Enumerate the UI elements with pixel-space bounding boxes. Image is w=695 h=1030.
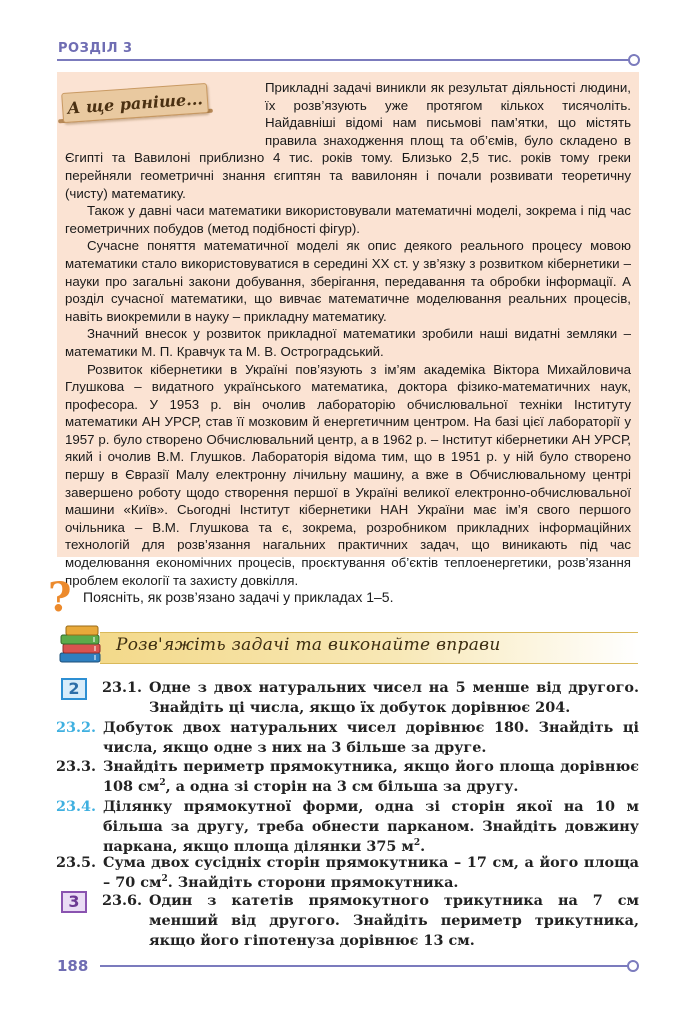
level-2-icon: 2 xyxy=(61,678,87,700)
task-text: Сума двох сусідніх сторін прямокутника – 17 см, а його площа – 70 $см^2$. Знайдіть сторони прямокутника. xyxy=(103,854,639,891)
footer-rule xyxy=(100,965,628,967)
header-rule-dot xyxy=(628,54,640,66)
task-23-2 xyxy=(56,718,639,758)
task-23-4 xyxy=(56,797,639,856)
task-number: 23.3. xyxy=(56,758,97,775)
exercise-title: Розв'яжіть задачі та виконайте вправи xyxy=(116,635,501,655)
task-text: Один з катетів прямокутного трикутника на 7 см менший від другого. Знайдіть периметр трикутника, якщо його гіпотенуза дорівнює 13 см. xyxy=(149,892,639,949)
task-number: 23.1. xyxy=(102,679,143,696)
task-23-1 xyxy=(56,678,639,718)
task-number: 23.2. xyxy=(56,719,97,736)
level-3-icon: 3 xyxy=(61,891,87,913)
task-23-5 xyxy=(56,853,639,893)
task-23-3 xyxy=(56,757,639,797)
task-text: Знайдіть периметр прямокутника, якщо його площа дорівнює 108 $см^2$, а одна зі сторін на 3 см більша за другу. xyxy=(103,758,639,795)
task-number: 23.4. xyxy=(56,798,97,815)
footer-rule-dot xyxy=(627,960,639,972)
task-text: Одне з двох натуральних чисел на 5 менше від другого. Знайдіть ці числа, якщо їх добуток дорівнює 204. xyxy=(149,679,639,716)
history-paragraph: Сучасне поняття математичної моделі як опис деякого реального процесу мовою математики стало використовуватися в середині XX ст. у зв’язку з розвитком кібернетики – науки про загальні закони добування, зберігання, передавання та обробки інформації. А розділ сучасної математики, що вивчає математичне моделювання реальних процесів, навіть виокремили в науку – прикладну математику. xyxy=(65,238,631,324)
history-badge: А ще раніше... xyxy=(61,83,209,123)
task-text: Добуток двох натуральних чисел дорівнює 180. Знайдіть ці числа, якщо одне з них на 3 більше за друге. xyxy=(103,719,639,756)
history-box xyxy=(57,72,639,588)
books-icon xyxy=(57,622,105,666)
task-number: 23.5. xyxy=(56,854,97,871)
page-number: 188 xyxy=(57,957,89,975)
header-rule xyxy=(57,59,629,61)
history-paragraph: Розвиток кібернетики в Україні пов’язують з ім’ям академіка Віктора Михайловича Глушкова – видатного українського математика, доктора фізико-математичних наук, професора. У 1953 р. він очолив лабораторію обчислювальної техніки Інституту математики АН УРСР, став її мозковим й енергетичним центром. На базі цієї лабораторії у 1957 р. було створено Обчислювальний центр, а в 1962 р. – Інститут кібернетики АН УРСР, який і очолив В.М. Глушков. Лабораторія відома тим, що в 1951 р. у ній було створено першу в Євразії Малу електронну лічильну машину, а вже в Обчислювальному центрі завершено роботу щодо створення першої в Україні великої електронно-обчислювальної машини «Київ». Сьогодні Інститут кібернетики НАН України має ім’я свого першого очільника – В.М. Глушкова та є, зокрема, розробником прикладних інформаційних технологій для розв’язання нагальних практичних задач, що виникають під час моделювання економічних процесів, проєктування об’єктів теплоенергетики, розв’язання проблем екології та захисту довкілля. xyxy=(65,361,631,588)
task-text: Ділянку прямокутної форми, одна зі сторін якої на 10 м більша за другу, треба обнести парканом. Знайдіть довжину паркана, якщо площа ділянки 375 $м^2$. xyxy=(103,798,639,855)
task-23-6 xyxy=(56,891,639,950)
question-mark-icon: ? xyxy=(48,574,72,621)
history-paragraph: Значний внесок у розвиток прикладної математики зробили наші видатні земляки – математики М. П. Кравчук та М. В. Остроградський. xyxy=(65,326,631,359)
history-paragraph: Також у давні часи математики використовували математичні моделі, зокрема і під час геометричних побудов (метод подібності фігур). xyxy=(65,203,631,236)
question-text: Поясніть, як розв’язано задачі у прикладах 1–5. xyxy=(83,589,394,605)
task-number: 23.6. xyxy=(102,892,143,909)
section-label: РОЗДІЛ 3 xyxy=(58,41,133,56)
history-paragraph: Прикладні задачі виникли як результат діяльності людини, їх розв’язують уже протягом кількох тисячоліть. Найдавніші відомі нам письмові пам’ятки, що містять правила знаходження площ та об’ємів, було складено в Єгипті та Вавилоні приблизно 4 тис. років тому. Близько 2,5 тис. років тому греки перейняли геометричні знання єгиптян та вавилонян і почали розвивати теоретичну (чисту) математику. xyxy=(65,80,631,201)
